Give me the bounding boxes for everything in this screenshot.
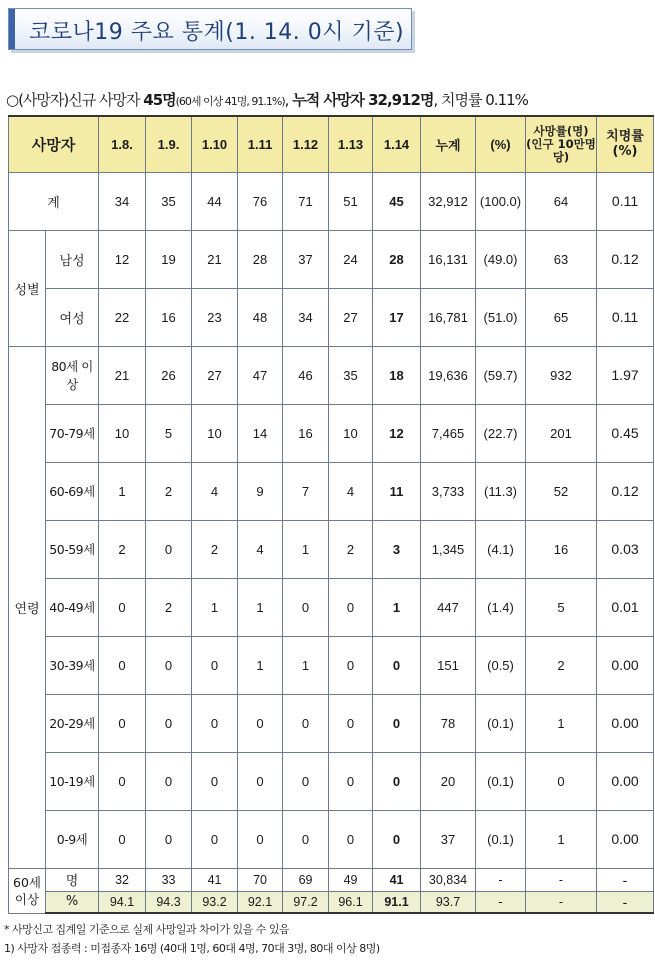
group-label-sex: 성별 (9, 230, 46, 346)
header-date: 1.9. (146, 116, 192, 172)
page-title: 코로나19 주요 통계(1. 14. 0시 기준) (29, 20, 405, 45)
header-date: 1.13 (329, 116, 373, 172)
table-cell: 9 (238, 462, 283, 520)
table-cell: 11 (373, 462, 421, 520)
table-cell: 94.3 (146, 891, 192, 913)
table-cell: 151 (421, 636, 476, 694)
header-date: 1.10 (192, 116, 238, 172)
table-cell: 0 (373, 810, 421, 868)
table-cell: 0 (99, 810, 146, 868)
header-date: 1.11 (238, 116, 283, 172)
footnote-line: * 사망신고 집계일 기준으로 실제 사망일과 차이가 있을 수 있음 (4, 923, 290, 936)
row-label: 명 (46, 868, 99, 891)
banner-accent-bar (9, 9, 15, 49)
table-cell: 48 (238, 288, 283, 346)
table-cell: (1.4) (476, 578, 526, 636)
header-death-rate: 사망률(명) (인구 10만명당) (526, 116, 597, 172)
table-cell: 0 (329, 810, 373, 868)
row-label: 0-9세 (46, 810, 99, 868)
table-cell: 22 (99, 288, 146, 346)
table-cell: 1,345 (421, 520, 476, 578)
table-cell: 0 (146, 694, 192, 752)
header-deaths: 사망자 (9, 116, 99, 172)
table-cell: 91.1 (373, 891, 421, 913)
table-cell: 65 (526, 288, 597, 346)
table-cell: 16,781 (421, 288, 476, 346)
header-date: 1.14 (373, 116, 421, 172)
table-cell: 2 (146, 578, 192, 636)
table-cell: 0 (329, 578, 373, 636)
table-cell: 96.1 (329, 891, 373, 913)
table-cell: 64 (526, 172, 597, 230)
table-row-age (9, 462, 654, 520)
table-cell: - (476, 891, 526, 913)
row-label: 남성 (46, 230, 99, 288)
group-label-age60 (9, 868, 46, 913)
table-row-age (9, 404, 654, 462)
table-cell: 21 (99, 346, 146, 404)
row-label: 10-19세 (46, 752, 99, 810)
table-cell: 12 (99, 230, 146, 288)
row-label: 60-69세 (46, 462, 99, 520)
table-cell: 52 (526, 462, 597, 520)
table-cell: 10 (192, 404, 238, 462)
table-cell: 69 (283, 868, 329, 891)
row-label: 50-59세 (46, 520, 99, 578)
table-cell: 7 (283, 462, 329, 520)
table-cell: 93.7 (421, 891, 476, 913)
table-cell: 0 (238, 810, 283, 868)
table-cell: (51.0) (476, 288, 526, 346)
row-label: 70-79세 (46, 404, 99, 462)
row-label-total: 계 (9, 172, 99, 230)
table-cell: 0.11 (597, 288, 654, 346)
table-cell: (4.1) (476, 520, 526, 578)
table-cell: 17 (373, 288, 421, 346)
table-cell: 19 (146, 230, 192, 288)
table-cell: 1 (373, 578, 421, 636)
summary-prefix: (사망자)신규 사망자 (18, 91, 144, 109)
table-cell: 97.2 (283, 891, 329, 913)
table-cell: 0 (329, 752, 373, 810)
table-cell: (100.0) (476, 172, 526, 230)
table-cell: 16 (146, 288, 192, 346)
group-label-age: 연령 (9, 346, 46, 868)
row-label: 여성 (46, 288, 99, 346)
table-cell: 18 (373, 346, 421, 404)
table-cell: 5 (526, 578, 597, 636)
table-cell: 0 (192, 694, 238, 752)
table-row-age (9, 810, 654, 868)
table-cell: 26 (146, 346, 192, 404)
table-cell: 28 (238, 230, 283, 288)
fatality-rate-text: , 치명률 0.11% (433, 91, 528, 109)
table-cell: 0 (146, 520, 192, 578)
table-cell: 16 (526, 520, 597, 578)
table-row-age (9, 346, 654, 404)
table-cell: 4 (192, 462, 238, 520)
table-cell: 447 (421, 578, 476, 636)
table-cell: (0.1) (476, 752, 526, 810)
table-cell: (59.7) (476, 346, 526, 404)
table-cell: 63 (526, 230, 597, 288)
cumulative-label: 누적 사망자 (292, 91, 369, 109)
table-cell: 0.12 (597, 462, 654, 520)
table-cell: 0.00 (597, 810, 654, 868)
table-cell: 3,733 (421, 462, 476, 520)
table-cell: 0 (99, 752, 146, 810)
table-cell: (49.0) (476, 230, 526, 288)
table-cell: 1.97 (597, 346, 654, 404)
table-cell: 2 (526, 636, 597, 694)
table-cell: 1 (283, 520, 329, 578)
table-cell: 0.12 (597, 230, 654, 288)
table-cell: 44 (192, 172, 238, 230)
table-cell: 4 (329, 462, 373, 520)
table-cell: 78 (421, 694, 476, 752)
table-cell: 47 (238, 346, 283, 404)
table-cell: 2 (99, 520, 146, 578)
table-cell: 5 (146, 404, 192, 462)
table-cell: - (526, 891, 597, 913)
table-cell: 16 (283, 404, 329, 462)
row-label: 30-39세 (46, 636, 99, 694)
table-cell: 93.2 (192, 891, 238, 913)
table-cell: 0.00 (597, 694, 654, 752)
table-cell: 0 (373, 694, 421, 752)
table-cell: 0 (99, 578, 146, 636)
header-date: 1.8. (99, 116, 146, 172)
cumulative-value: 32,912명 (368, 91, 434, 109)
table-cell: 76 (238, 172, 283, 230)
table-cell: 92.1 (238, 891, 283, 913)
table-cell: 3 (373, 520, 421, 578)
row-label: 20-29세 (46, 694, 99, 752)
table-cell: 0 (283, 752, 329, 810)
footnote-line: 1) 사망자 접종력 : 미접종자 16명 (40대 1명, 60대 4명, 70대 3명, 80대 이상 8명) (4, 942, 380, 955)
table-cell: 4 (238, 520, 283, 578)
table-cell: 2 (192, 520, 238, 578)
table-cell: 2 (146, 462, 192, 520)
header-cumulative: 누계 (421, 116, 476, 172)
table-cell: 35 (146, 172, 192, 230)
table-cell: 23 (192, 288, 238, 346)
bullet-icon: ○ (6, 91, 19, 109)
table-cell: 1 (99, 462, 146, 520)
table-header-row (9, 116, 654, 172)
table-cell: 1 (283, 636, 329, 694)
table-cell: 71 (283, 172, 329, 230)
table-cell: 16,131 (421, 230, 476, 288)
table-cell: (0.5) (476, 636, 526, 694)
table-cell: 1 (192, 578, 238, 636)
table-cell: 0 (146, 636, 192, 694)
table-cell: 0 (238, 694, 283, 752)
table-row-age (9, 578, 654, 636)
table-cell: 10 (99, 404, 146, 462)
table-cell: 201 (526, 404, 597, 462)
table-cell: 35 (329, 346, 373, 404)
table-cell: 0 (146, 752, 192, 810)
table-cell: 0 (283, 694, 329, 752)
row-label: 40-49세 (46, 578, 99, 636)
table-cell: 28 (373, 230, 421, 288)
table-cell: (0.1) (476, 810, 526, 868)
footnotes (4, 920, 652, 958)
title-banner (8, 8, 412, 50)
table-cell: 0 (373, 752, 421, 810)
table-cell: 94.1 (99, 891, 146, 913)
table-cell: 45 (373, 172, 421, 230)
table-cell: 37 (283, 230, 329, 288)
table-cell: 10 (329, 404, 373, 462)
table-cell: 0 (192, 636, 238, 694)
table-cell: (11.3) (476, 462, 526, 520)
header-fatality-rate: 치명률 (%) (597, 116, 654, 172)
table-cell: 0.00 (597, 752, 654, 810)
death-statistics-table (8, 115, 654, 914)
table-cell: 0 (329, 694, 373, 752)
table-cell: 0 (373, 636, 421, 694)
table-cell: - (597, 868, 654, 891)
table-cell: 27 (329, 288, 373, 346)
age60-label-bottom: 이상 (14, 891, 40, 907)
header-percent: (%) (476, 116, 526, 172)
table-row-sex (9, 288, 654, 346)
table-cell: 0 (329, 636, 373, 694)
table-row-age60 (9, 868, 654, 891)
table-cell: 0 (192, 810, 238, 868)
row-label: % (46, 891, 99, 913)
summary-separator: , (284, 91, 293, 109)
table-cell: 1 (526, 694, 597, 752)
table-row-total (9, 172, 654, 230)
row-label: 80세 이상 (46, 346, 99, 404)
table-cell: 0 (526, 752, 597, 810)
table-cell: 0.00 (597, 636, 654, 694)
table-cell: 0.11 (597, 172, 654, 230)
table-cell: 0 (283, 810, 329, 868)
new-deaths-detail: (60세 이상 41명, 91.1%) (175, 95, 285, 108)
table-cell: 0 (192, 752, 238, 810)
table-cell: 0.03 (597, 520, 654, 578)
table-cell: 34 (99, 172, 146, 230)
table-cell: 20 (421, 752, 476, 810)
table-cell: 33 (146, 868, 192, 891)
table-cell: 0 (238, 752, 283, 810)
table-row-age (9, 752, 654, 810)
table-cell: 19,636 (421, 346, 476, 404)
header-date: 1.12 (283, 116, 329, 172)
table-cell: 0 (283, 578, 329, 636)
table-cell: (0.1) (476, 694, 526, 752)
age60-label-top: 60세 (13, 874, 41, 890)
table-cell: 70 (238, 868, 283, 891)
table-row-age (9, 636, 654, 694)
table-cell: 14 (238, 404, 283, 462)
table-cell: 34 (283, 288, 329, 346)
new-deaths-value: 45명 (143, 91, 176, 109)
table-cell: 0.45 (597, 404, 654, 462)
table-cell: - (597, 891, 654, 913)
table-cell: 37 (421, 810, 476, 868)
table-cell: 51 (329, 172, 373, 230)
table-row-sex (9, 230, 654, 288)
table-cell: 1 (526, 810, 597, 868)
table-cell: 41 (192, 868, 238, 891)
table-cell: 7,465 (421, 404, 476, 462)
table-cell: - (476, 868, 526, 891)
table-cell: 0 (99, 636, 146, 694)
table-cell: - (526, 868, 597, 891)
table-cell: 0 (146, 810, 192, 868)
table-row-age60 (9, 891, 654, 913)
summary-line (6, 89, 652, 110)
table-cell: 49 (329, 868, 373, 891)
table-cell: 30,834 (421, 868, 476, 891)
table-cell: (22.7) (476, 404, 526, 462)
table-cell: 41 (373, 868, 421, 891)
table-cell: 46 (283, 346, 329, 404)
table-cell: 0 (99, 694, 146, 752)
table-cell: 32,912 (421, 172, 476, 230)
table-cell: 0.01 (597, 578, 654, 636)
table-cell: 1 (238, 578, 283, 636)
table-cell: 932 (526, 346, 597, 404)
table-cell: 24 (329, 230, 373, 288)
table-row-age (9, 694, 654, 752)
table-row-age (9, 520, 654, 578)
table-cell: 32 (99, 868, 146, 891)
table-cell: 21 (192, 230, 238, 288)
table-cell: 1 (238, 636, 283, 694)
table-cell: 12 (373, 404, 421, 462)
table-cell: 27 (192, 346, 238, 404)
table-cell: 2 (329, 520, 373, 578)
